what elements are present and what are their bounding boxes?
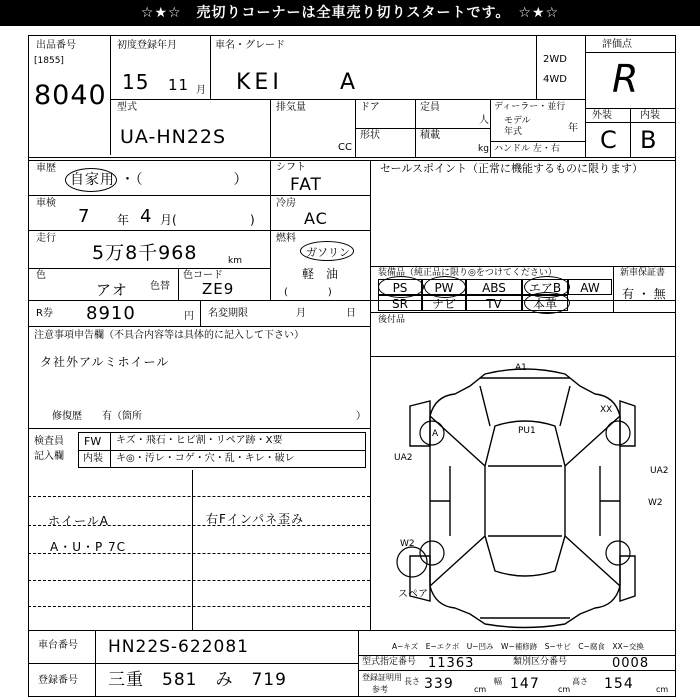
- notes-label: 注意事項申告欄（不具合内容等は具体的に記入して下さい）: [34, 330, 304, 341]
- name-change-month: 月: [296, 308, 306, 319]
- mark-w2-right: W2: [648, 498, 663, 508]
- repair-label: 修復歴 有（箇所: [52, 411, 142, 422]
- divider: [585, 36, 586, 158]
- divider: [370, 160, 371, 300]
- divider: [28, 300, 676, 301]
- mark-ua2-left: UA2: [394, 453, 413, 463]
- equip-aw: AW: [568, 279, 612, 295]
- divider: [270, 230, 370, 231]
- fuel-paren: ( ): [284, 287, 332, 298]
- equip-navi: ナビ: [422, 295, 466, 311]
- color-code-label: 色コード: [183, 270, 223, 281]
- displacement-label: 排気量: [276, 102, 306, 113]
- mark-w2-left: W2: [400, 539, 415, 549]
- divider: [178, 268, 179, 300]
- name-change-label: 名変期限: [208, 308, 248, 319]
- handle-label: ハンドル 左・右: [494, 144, 560, 154]
- shape-label: 形状: [360, 130, 380, 141]
- divider: [210, 36, 211, 99]
- interior-value: B: [640, 126, 658, 154]
- notes-value: タ社外アルミホイール: [40, 355, 170, 369]
- inspector-fw: FW: [84, 435, 102, 448]
- ref-label: 参考: [372, 685, 388, 694]
- drive-4wd: 4WD: [543, 74, 567, 85]
- height-label: 高さ: [572, 677, 588, 686]
- history-label: 車歴: [36, 163, 56, 174]
- mark-a-wheel: A: [432, 429, 439, 439]
- equip-sr: SR: [378, 295, 422, 311]
- history-value: 自家用 ・（ ）: [70, 172, 249, 188]
- inspector-row2: キ◎・汚レ・コゲ・穴・乱・キレ・破レ: [116, 453, 295, 464]
- divider: [490, 99, 491, 157]
- month-unit: 月: [196, 85, 206, 96]
- plate-value: 三重 581 み 719: [108, 670, 287, 690]
- ac-value: AC: [304, 209, 328, 228]
- divider: [200, 300, 201, 326]
- doors-label: ドア: [360, 102, 380, 113]
- inspection-month-unit: 月(: [160, 213, 177, 227]
- new-warranty-label: 新車保証書: [620, 268, 666, 278]
- category-value: 0008: [612, 656, 650, 671]
- lot-number: 8040: [34, 80, 107, 111]
- divider: [110, 36, 111, 155]
- divider: [28, 428, 370, 429]
- length-label: 長さ: [404, 677, 420, 686]
- type-value: UA-HN22S: [120, 126, 227, 148]
- divider: [358, 630, 359, 697]
- note1: ホイールA: [48, 514, 109, 528]
- after-fit-label: 後付品: [378, 315, 406, 325]
- recycle-value: 8910: [86, 303, 136, 324]
- divider: [192, 470, 193, 630]
- color-code-value: ZE9: [202, 280, 235, 298]
- cert-label: 登録証明用: [362, 673, 402, 682]
- inspection-label: 車検: [36, 198, 56, 209]
- model-year-label2: 年式: [504, 127, 523, 137]
- lot-label: 出品番号: [36, 40, 76, 51]
- length-cm: cm: [474, 685, 487, 694]
- load-label: 積載: [420, 130, 440, 141]
- divider: [536, 36, 537, 99]
- mark-pu1: PU1: [518, 426, 536, 436]
- color-label: 色: [36, 270, 46, 281]
- type-label: 型式: [117, 102, 137, 113]
- equip-leather: 本革: [522, 295, 568, 311]
- drive-2wd: 2WD: [543, 54, 567, 65]
- divider: [270, 99, 271, 157]
- length-value: 339: [424, 676, 454, 692]
- inspection-month: 4: [140, 206, 153, 227]
- divider: [78, 450, 366, 451]
- divider: [110, 432, 111, 468]
- damage-legend: A−キズ E−エクボ U−凹み W−補修跡 S−サビ C−腐食 XX−交換: [392, 642, 644, 651]
- lot-sub: [1855]: [34, 56, 64, 66]
- color-value: アオ: [96, 281, 128, 299]
- width-label: 幅: [494, 677, 502, 686]
- divider: [490, 141, 585, 142]
- equipment-label: 装備品（純正品に限り◎をつけてください）: [378, 268, 557, 278]
- first-reg-label: 初度登録年月: [117, 40, 177, 51]
- mark-xx: XX: [600, 405, 613, 415]
- inspection-year: 7: [78, 206, 91, 227]
- color-change-label: 色替: [150, 281, 170, 292]
- divider: [28, 326, 370, 327]
- divider: [28, 268, 270, 269]
- leather-circle: [524, 292, 570, 314]
- repair-close: ）: [356, 411, 366, 422]
- inspection-year-unit: 年: [117, 213, 130, 227]
- history-circle: [65, 168, 117, 192]
- mark-ua2-right: UA2: [650, 466, 669, 476]
- divider: [28, 195, 270, 196]
- shift-label: シフト: [276, 162, 306, 173]
- fuel-alt: 軽 油: [302, 267, 339, 281]
- grade-value: R: [612, 57, 640, 101]
- mileage-value: 5万8千968: [92, 242, 198, 264]
- mark-a1: A1: [515, 363, 527, 373]
- divider: [28, 230, 270, 231]
- width-value: 147: [510, 676, 540, 692]
- divider: [95, 630, 96, 697]
- first-reg-month: 11: [168, 76, 190, 94]
- note2: A・U・P 7C: [50, 540, 127, 554]
- divider: [585, 52, 675, 53]
- model-label: 車名・グレード: [215, 40, 285, 51]
- inspection-close: ): [250, 213, 255, 227]
- first-reg-year: 15: [122, 70, 150, 94]
- divider: [110, 99, 585, 100]
- exterior-label: 外装: [592, 110, 612, 121]
- divider: [370, 266, 676, 267]
- plate-label: 登録番号: [38, 675, 78, 686]
- grade-label: 評価点: [602, 39, 632, 50]
- divider: [28, 630, 676, 631]
- mileage-label: 走行: [36, 233, 56, 244]
- ruled-line: [28, 606, 370, 607]
- category-label: 類別区分番号: [513, 657, 568, 667]
- inspector-label1: 検査員: [34, 436, 64, 447]
- km-unit: km: [228, 256, 242, 266]
- sales-label: セールスポイント（正常に機能するものに限ります）: [380, 162, 644, 175]
- inspector-row1: キズ・飛石・ヒビ割・リペア跡・X要: [116, 435, 283, 446]
- divider: [370, 312, 676, 313]
- year-unit: 年: [568, 123, 578, 134]
- recycle-label: R券: [36, 308, 53, 319]
- cc-unit: CC: [338, 142, 352, 153]
- chassis-label: 車台番号: [38, 640, 78, 651]
- pw-circle: [424, 276, 466, 298]
- yen-unit: 円: [184, 311, 194, 322]
- height-value: 154: [604, 676, 634, 692]
- ps-circle: [378, 276, 424, 298]
- note3: 右Fインパネ歪み: [206, 512, 305, 526]
- chassis-value: HN22S-622081: [108, 637, 249, 657]
- equip-abs: ABS: [466, 279, 522, 295]
- fuel-label: 燃料: [276, 233, 296, 244]
- divider: [613, 266, 614, 312]
- exterior-value: C: [600, 126, 618, 154]
- kg-unit: kg: [478, 144, 489, 154]
- equip-airbag: エアB: [522, 279, 568, 295]
- width-cm: cm: [558, 685, 571, 694]
- equip-tv: TV: [466, 295, 522, 311]
- fuel-circle: [300, 241, 354, 261]
- divider: [28, 160, 676, 161]
- grade-value-text: A: [340, 70, 357, 95]
- inspector-naisou: 内装: [83, 453, 103, 464]
- fuel-value: ガソリン: [306, 246, 350, 259]
- interior-label: 内装: [640, 110, 660, 121]
- model-year-label: モデル: [504, 116, 531, 126]
- equip-ps: PS: [378, 279, 422, 295]
- ac-label: 冷房: [276, 198, 296, 209]
- ruled-line: [28, 580, 370, 581]
- shift-value: FAT: [290, 175, 322, 195]
- warranty-value: 有 ・ 無: [622, 287, 666, 301]
- dealer-label: ディーラー・並行: [494, 102, 566, 112]
- designation-value: 11363: [428, 656, 475, 671]
- height-cm: cm: [656, 685, 669, 694]
- model-name: KEI: [236, 70, 283, 95]
- divider: [28, 157, 676, 158]
- divider: [630, 108, 631, 158]
- capacity-label: 定員: [420, 102, 440, 113]
- person-unit: 人: [479, 115, 489, 126]
- divider: [270, 195, 370, 196]
- spare-label: スペア: [398, 589, 428, 600]
- divider: [28, 663, 358, 664]
- divider: [355, 128, 490, 129]
- inspector-label2: 記入欄: [34, 451, 64, 462]
- equip-pw: PW: [422, 279, 466, 295]
- name-change-day: 日: [346, 308, 356, 319]
- banner-title: ☆★☆ 売切りコーナーは全車売り切りスタートです。 ☆★☆: [0, 0, 700, 26]
- ruled-line: [28, 496, 370, 497]
- designation-label: 型式指定番号: [362, 657, 417, 667]
